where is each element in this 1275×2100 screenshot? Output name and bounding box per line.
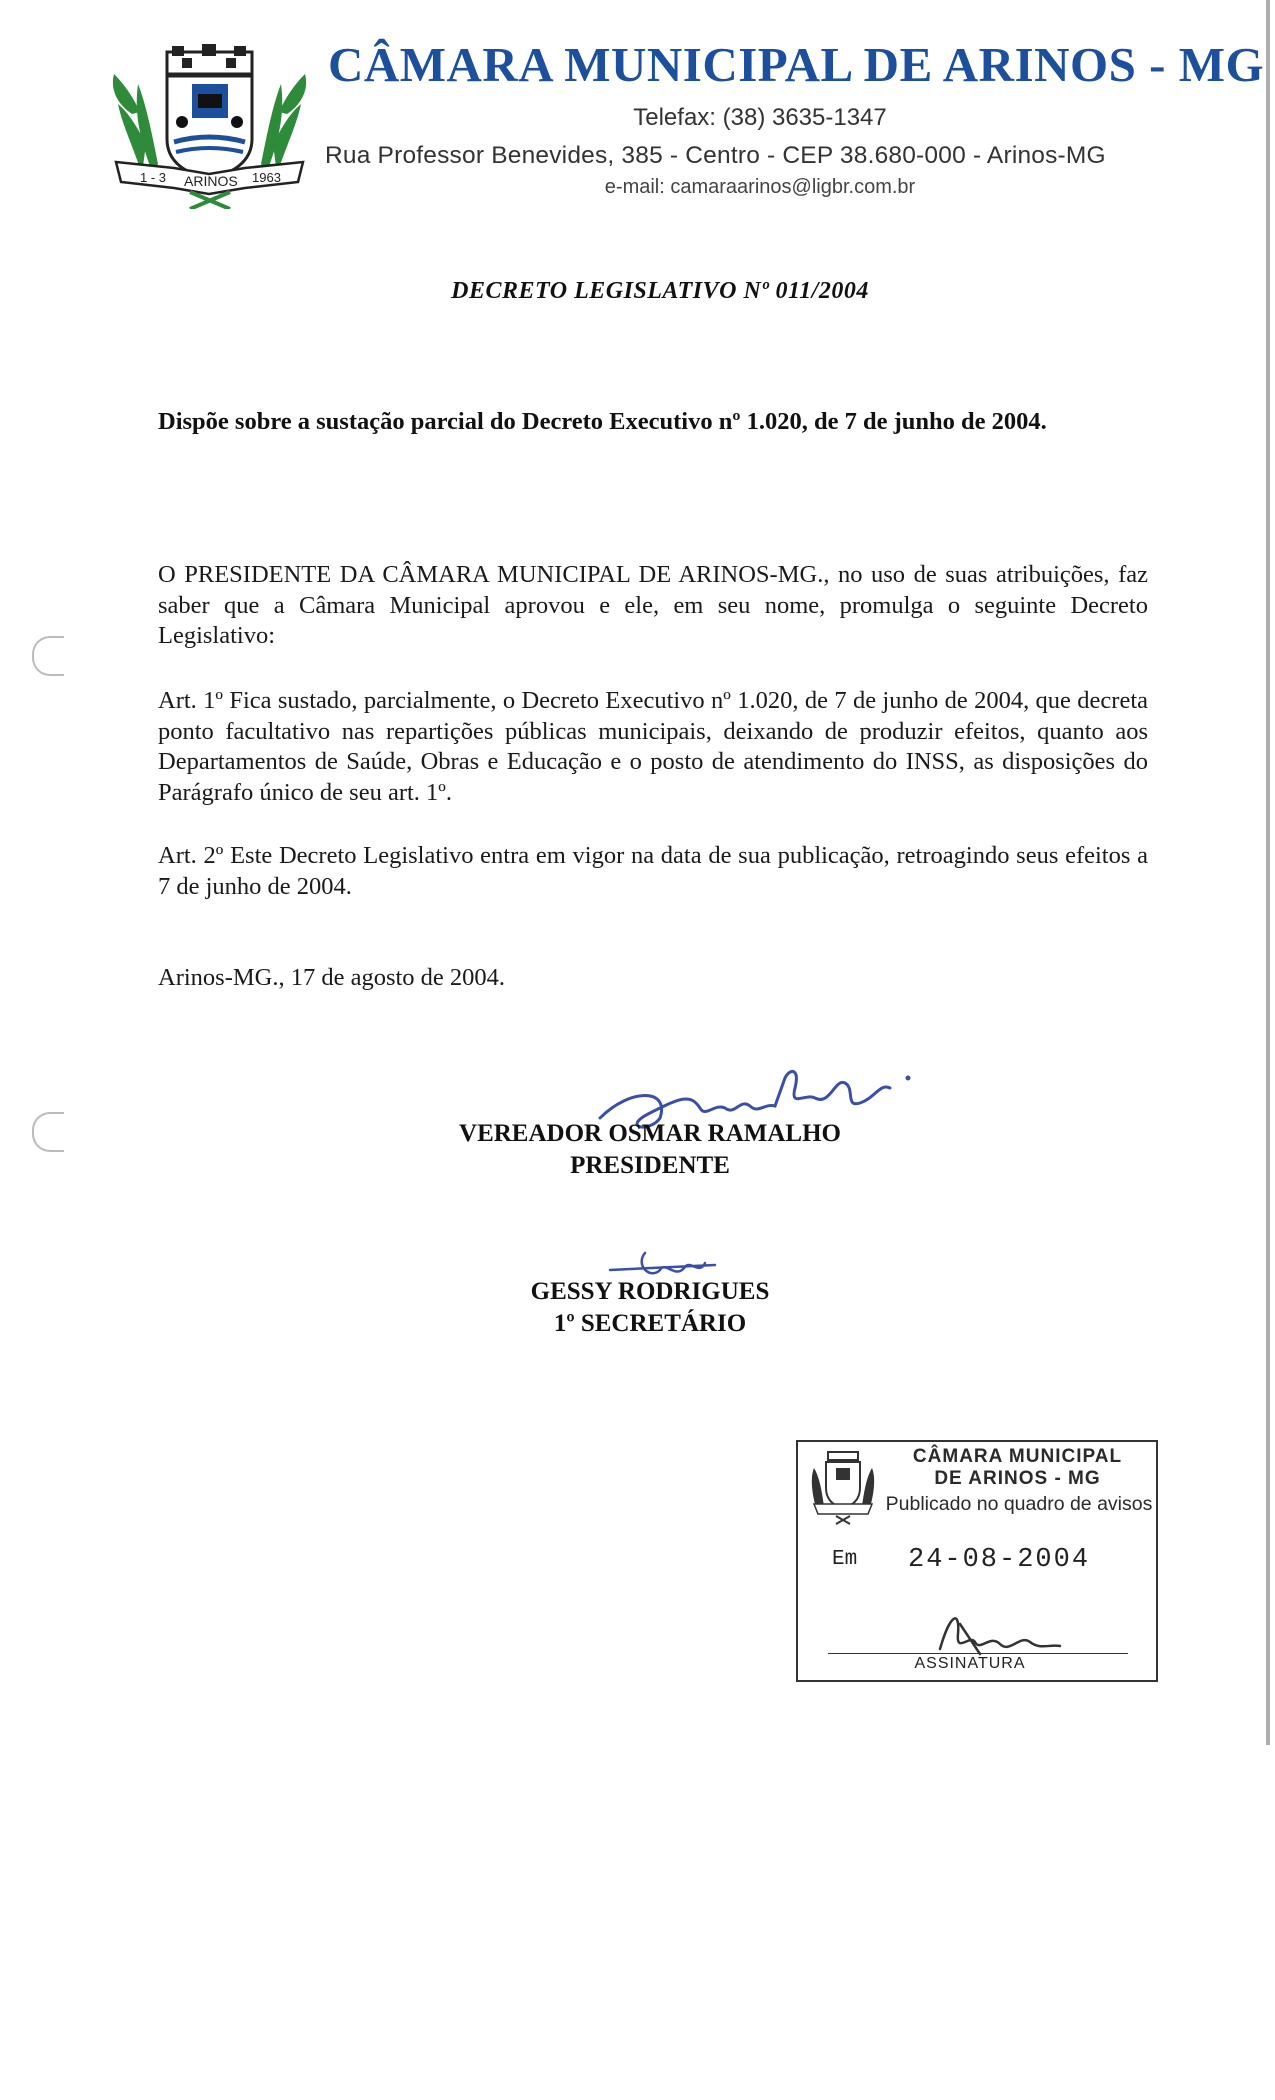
scan-edge-shadow xyxy=(1266,0,1270,1745)
secretary-role: 1º SECRETÁRIO xyxy=(553,1310,747,1337)
decree-intro-paragraph: O PRESIDENTE DA CÂMARA MUNICIPAL DE ARINOS-MG., no uso de suas atribuições, faz saber que a Câmara Municipal aprovou e ele, em seu nome, promulga o seguinte Decreto Legislativo: xyxy=(158,561,1148,649)
decree-article-2: Art. 2º Este Decreto Legislativo entra em vigor na data de sua publicação, retroagindo seus efeitos a 7 de junho de 2004. xyxy=(158,842,1148,900)
secretary-name: GESSY RODRIGUES xyxy=(530,1278,770,1305)
crest-banner-right: 1963 xyxy=(252,170,281,185)
decree-summary: Dispõe sobre a sustação parcial do Decreto Executivo nº 1.020, de 7 de junho de 2004. xyxy=(158,408,1047,435)
municipal-coat-of-arms-icon xyxy=(112,44,307,209)
stamp-date: 24-08-2004 xyxy=(908,1545,1091,1575)
place-date: Arinos-MG., 17 de agosto de 2004. xyxy=(158,964,506,991)
stamp-line-3: Publicado no quadro de avisos xyxy=(885,1493,1153,1515)
org-email: e-mail: camaraarinos@ligbr.com.br xyxy=(604,176,916,198)
stamp-line-2: DE ARINOS - MG xyxy=(934,1468,1101,1489)
stamp-coat-of-arms-icon xyxy=(808,1448,878,1526)
crest-banner-center: ARINOS xyxy=(184,173,238,189)
president-role: PRESIDENTE xyxy=(570,1152,730,1179)
decree-title: DECRETO LEGISLATIVO Nº 011/2004 xyxy=(451,278,869,304)
punch-hole-mark xyxy=(32,1112,64,1152)
punch-hole-mark xyxy=(32,636,64,676)
crest-banner-left: 1 - 3 xyxy=(140,170,167,185)
org-title: CÂMARA MUNICIPAL DE ARINOS - MG xyxy=(328,37,1265,92)
president-name: VEREADOR OSMAR RAMALHO xyxy=(459,1120,841,1147)
stamp-signature-line xyxy=(828,1653,1128,1654)
decree-article-1: Art. 1º Fica sustado, parcialmente, o Decreto Executivo nº 1.020, de 7 de junho de 2004, que decreta ponto facultativo nas repartições públicas municipais, deixando de produzir efeitos, quanto aos Departamentos de Saúde, Obras e Educação e o posto de atendimento do INSS, as disposições do Parágrafo único de seu art. 1º. xyxy=(158,687,1148,806)
stamp-em-label: Em xyxy=(832,1548,858,1571)
org-address: Rua Professor Benevides, 385 - Centro - CEP 38.680-000 - Arinos-MG xyxy=(325,142,1106,169)
stamp-signature-label: ASSINATURA xyxy=(914,1655,1026,1672)
org-phone: Telefax: (38) 3635-1347 xyxy=(633,104,887,131)
stamp-line-1: CÂMARA MUNICIPAL xyxy=(912,1446,1123,1467)
